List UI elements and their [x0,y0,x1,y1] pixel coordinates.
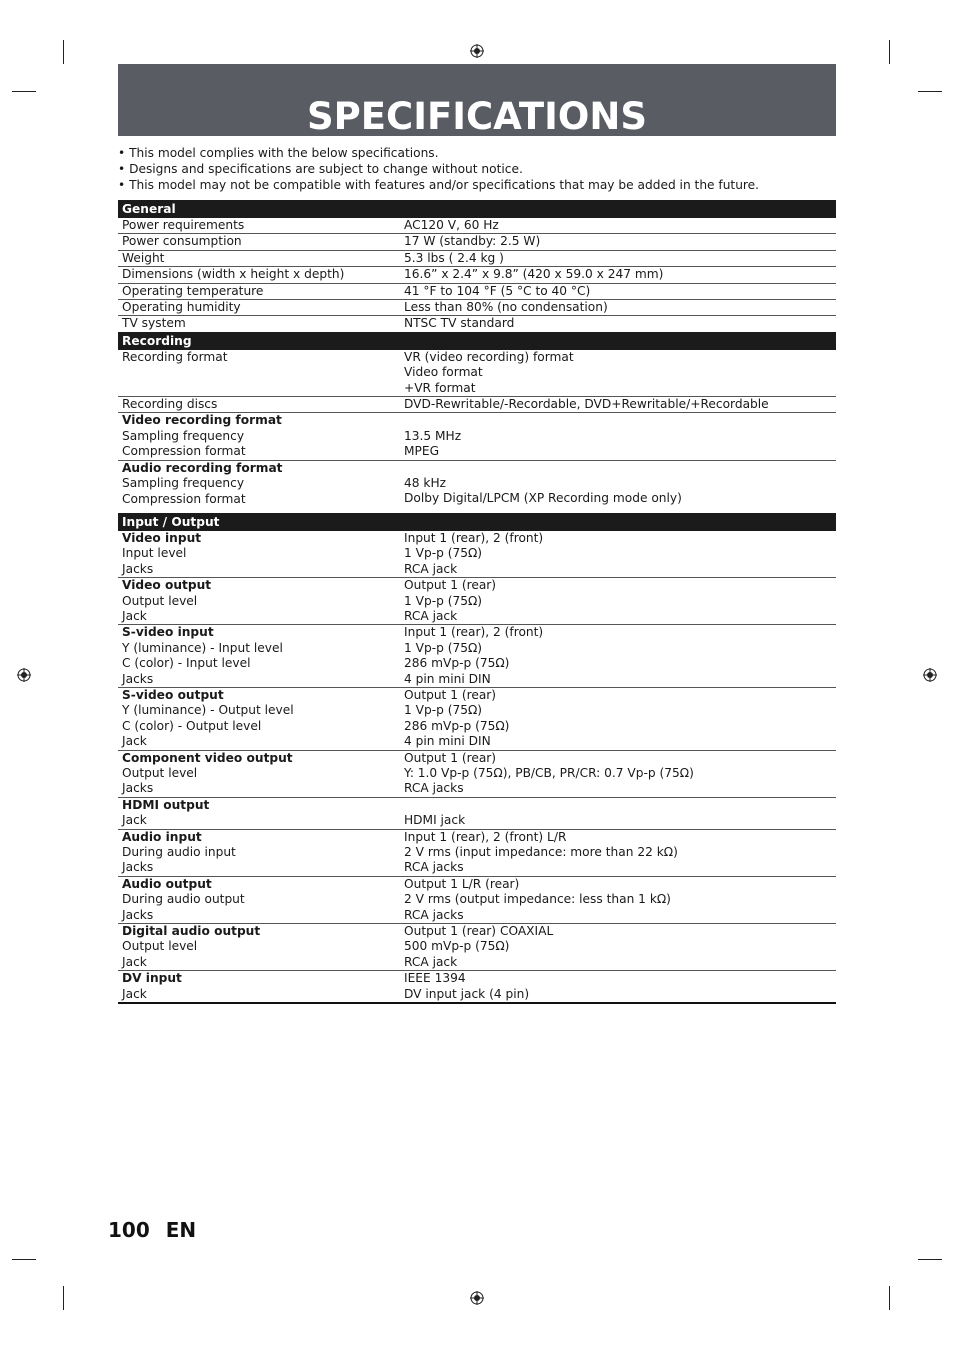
spec-group-heading: S-video output [122,687,224,702]
spec-value: Dolby Digital/LPCM (XP Recording mode only) [404,491,682,506]
page-footer [108,1218,212,1242]
specifications-table [118,200,836,1004]
spec-value: 1 Vp-p (75Ω) [404,546,483,561]
spec-value: 48 kHz [404,476,447,491]
spec-value: Output 1 (rear) COAXIAL [404,924,554,939]
spec-label-cell [118,397,404,412]
spec-group-heading: Digital audio output [122,924,261,939]
spec-label: Jack [122,954,147,969]
spec-value: 2 V rms (output impedance: less than 1 kΩ) [404,892,671,907]
spec-row [118,267,836,283]
spec-label: Jack [122,608,147,623]
spec-value: AC120 V, 60 Hz [404,218,499,232]
spec-row [118,751,836,798]
page-number: 100 [108,1218,150,1242]
spec-label-cell [118,751,404,797]
spec-row [118,413,836,460]
spec-value: 41 °F to 104 °F (5 °C to 40 °C) [404,283,591,298]
spec-label-cell [118,688,404,750]
spec-row [118,316,836,331]
spec-label: During audio input [122,845,236,860]
spec-value-cell [404,251,836,266]
spec-value-cell [404,830,836,876]
spec-row [118,971,836,1002]
spec-value: RCA jack [404,561,458,576]
spec-value-cell [404,267,836,282]
spec-value-cell [404,218,836,233]
spec-value: VR (video recording) format [404,349,574,364]
spec-row [118,397,836,413]
spec-row [118,798,836,830]
spec-value-cell [404,461,836,507]
spec-label-cell [118,267,404,282]
language-label: EN [165,1218,197,1242]
spec-label: Jack [122,986,147,1001]
spec-value: RCA jack [404,954,458,969]
spec-value: +VR format [404,380,476,395]
spec-value: Video format [404,365,483,380]
spec-label-cell [118,924,404,970]
spec-value: DV input jack (4 pin) [404,986,530,1001]
section-header: General [118,200,836,218]
registration-mark-icon [470,1291,484,1305]
spec-label-cell [118,300,404,315]
spec-value-cell [404,578,836,624]
spec-label: Jacks [122,907,154,922]
note-item: • This model may not be compatible with features and/or specifications that may be added in the future. [118,178,760,192]
spec-group-heading: Audio recording format [122,460,283,475]
spec-label: Power requirements [122,218,245,232]
spec-row [118,251,836,267]
spec-label-cell [118,971,404,1002]
spec-group-heading: DV input [122,971,182,986]
spec-value: Output 1 (rear) [404,687,497,702]
spec-value: NTSC TV standard [404,316,515,331]
spec-value: 286 mVp-p (75Ω) [404,718,510,733]
spec-label: TV system [122,316,186,331]
section-header: Input / Output [118,513,836,531]
spec-value: Input 1 (rear), 2 (front) [404,625,544,640]
spec-value-cell [404,284,836,299]
spec-label: Sampling frequency [122,476,245,491]
crop-mark [12,1259,36,1260]
crop-mark [889,40,890,64]
spec-row [118,625,836,688]
spec-value-cell [404,397,836,412]
title-banner [118,64,836,136]
spec-value: Output 1 L/R (rear) [404,876,520,891]
page-title: SPECIFICATIONS [307,95,647,138]
spec-label: Recording format [122,349,228,364]
spec-value: Input 1 (rear), 2 (front) [404,530,544,545]
spec-row [118,830,836,877]
spec-value: DVD-Rewritable/-Recordable, DVD+Rewritable/+Recordable [404,397,769,412]
spec-group-heading: S-video input [122,625,214,640]
spec-value-cell [404,688,836,750]
spec-row [118,300,836,316]
spec-value: 1 Vp-p (75Ω) [404,593,483,608]
spec-value: 4 pin mini DIN [404,671,491,686]
spec-label: Y (luminance) - Output level [122,703,294,718]
spec-row [118,578,836,625]
spec-label-cell [118,830,404,876]
spec-value: 1 Vp-p (75Ω) [404,640,483,655]
spec-value: 286 mVp-p (75Ω) [404,656,510,671]
spec-value-cell [404,300,836,315]
spec-label-cell [118,251,404,266]
spec-value: Output 1 (rear) [404,750,497,765]
spec-label: Sampling frequency [122,428,245,443]
registration-mark-icon [923,668,937,682]
spec-label: Jacks [122,781,154,796]
spec-label-cell [118,531,404,577]
spec-row [118,350,836,397]
note-item: • Designs and specifications are subject to change without notice. [118,162,523,176]
crop-mark [889,1286,890,1310]
spec-value: RCA jacks [404,781,464,796]
spec-label: Output level [122,593,198,608]
spec-value: RCA jack [404,608,458,623]
spec-value: Less than 80% (no condensation) [404,300,608,315]
crop-mark [63,40,64,64]
spec-label-cell [118,234,404,249]
spec-value: 1 Vp-p (75Ω) [404,703,483,718]
spec-value-cell [404,924,836,970]
spec-label: Weight [122,250,165,265]
spec-label: Operating humidity [122,300,241,315]
spec-row [118,688,836,751]
spec-value: Output 1 (rear) [404,578,497,593]
spec-value: 4 pin mini DIN [404,734,491,749]
registration-mark-icon [17,668,31,682]
spec-label: Jacks [122,561,154,576]
spec-value: IEEE 1394 [404,971,466,986]
spec-label: Compression format [122,444,246,459]
spec-label: Compression format [122,491,246,506]
spec-label-cell [118,877,404,923]
spec-value-cell [404,234,836,249]
crop-mark [63,1286,64,1310]
spec-value: Input 1 (rear), 2 (front) L/R [404,829,567,844]
spec-value-cell [404,316,836,331]
spec-value: 5.3 lbs ( 2.4 kg ) [404,250,504,265]
spec-group-heading: Audio output [122,876,212,891]
spec-label-cell [118,350,404,396]
spec-label: Jacks [122,671,154,686]
spec-label: Y (luminance) - Input level [122,640,283,655]
notes-list [118,145,836,193]
spec-row [118,218,836,234]
spec-value: Y: 1.0 Vp-p (75Ω), PB/CB, PR/CR: 0.7 Vp-p (75Ω) [404,766,694,780]
spec-label-cell [118,316,404,331]
spec-label: Dimensions (width x height x depth) [122,267,345,282]
spec-label: During audio output [122,892,245,907]
spec-value: HDMI jack [404,813,466,828]
spec-label-cell [118,798,404,829]
spec-value: 13.5 MHz [404,428,462,443]
spec-label: Power consumption [122,234,242,249]
spec-group-heading: Audio input [122,829,202,844]
spec-label: Jack [122,734,147,749]
spec-label-cell [118,284,404,299]
spec-value-cell [404,877,836,923]
spec-value: MPEG [404,444,440,459]
spec-group-heading: Video recording format [122,413,282,428]
spec-group-heading: Video input [122,530,202,545]
spec-group-heading: Component video output [122,750,293,765]
spec-label: Jack [122,813,147,828]
registration-mark-icon [470,44,484,58]
spec-value-cell [404,350,836,396]
spec-value [404,461,836,476]
spec-value [404,413,836,428]
spec-group-heading: Video output [122,578,212,593]
spec-value: RCA jacks [404,907,464,922]
spec-group-heading: HDMI output [122,797,210,812]
spec-label-cell [118,578,404,624]
spec-label: Operating temperature [122,283,264,298]
spec-label-cell [118,413,404,459]
spec-label: Output level [122,766,198,780]
spec-label-cell [118,218,404,233]
spec-row [118,924,836,971]
spec-row [118,461,836,507]
spec-label: Jacks [122,860,154,875]
spec-value: 16.6” x 2.4” x 9.8” (420 x 59.0 x 247 mm) [404,267,664,282]
spec-label: Output level [122,939,198,954]
spec-label-cell [118,461,404,507]
spec-value: 500 mVp-p (75Ω) [404,939,510,954]
spec-row [118,234,836,250]
spec-value-cell [404,798,836,829]
spec-label: Recording discs [122,397,218,412]
spec-label: C (color) - Output level [122,718,262,733]
spec-value [404,798,836,813]
spec-value-cell [404,531,836,577]
spec-label: Input level [122,546,187,561]
spec-value: 17 W (standby: 2.5 W) [404,234,541,249]
spec-value: RCA jacks [404,860,464,875]
spec-value-cell [404,625,836,687]
spec-row [118,877,836,924]
spec-row [118,284,836,300]
spec-value-cell [404,751,836,797]
spec-label-cell [118,625,404,687]
note-item: • This model complies with the below specifications. [118,146,439,160]
crop-mark [918,91,942,92]
crop-mark [12,91,36,92]
crop-mark [918,1259,942,1260]
spec-label: C (color) - Input level [122,656,251,671]
spec-value-cell [404,413,836,459]
section-header: Recording [118,332,836,350]
spec-value-cell [404,971,836,1002]
spec-value: 2 V rms (input impedance: more than 22 kΩ) [404,845,678,860]
spec-row [118,531,836,578]
